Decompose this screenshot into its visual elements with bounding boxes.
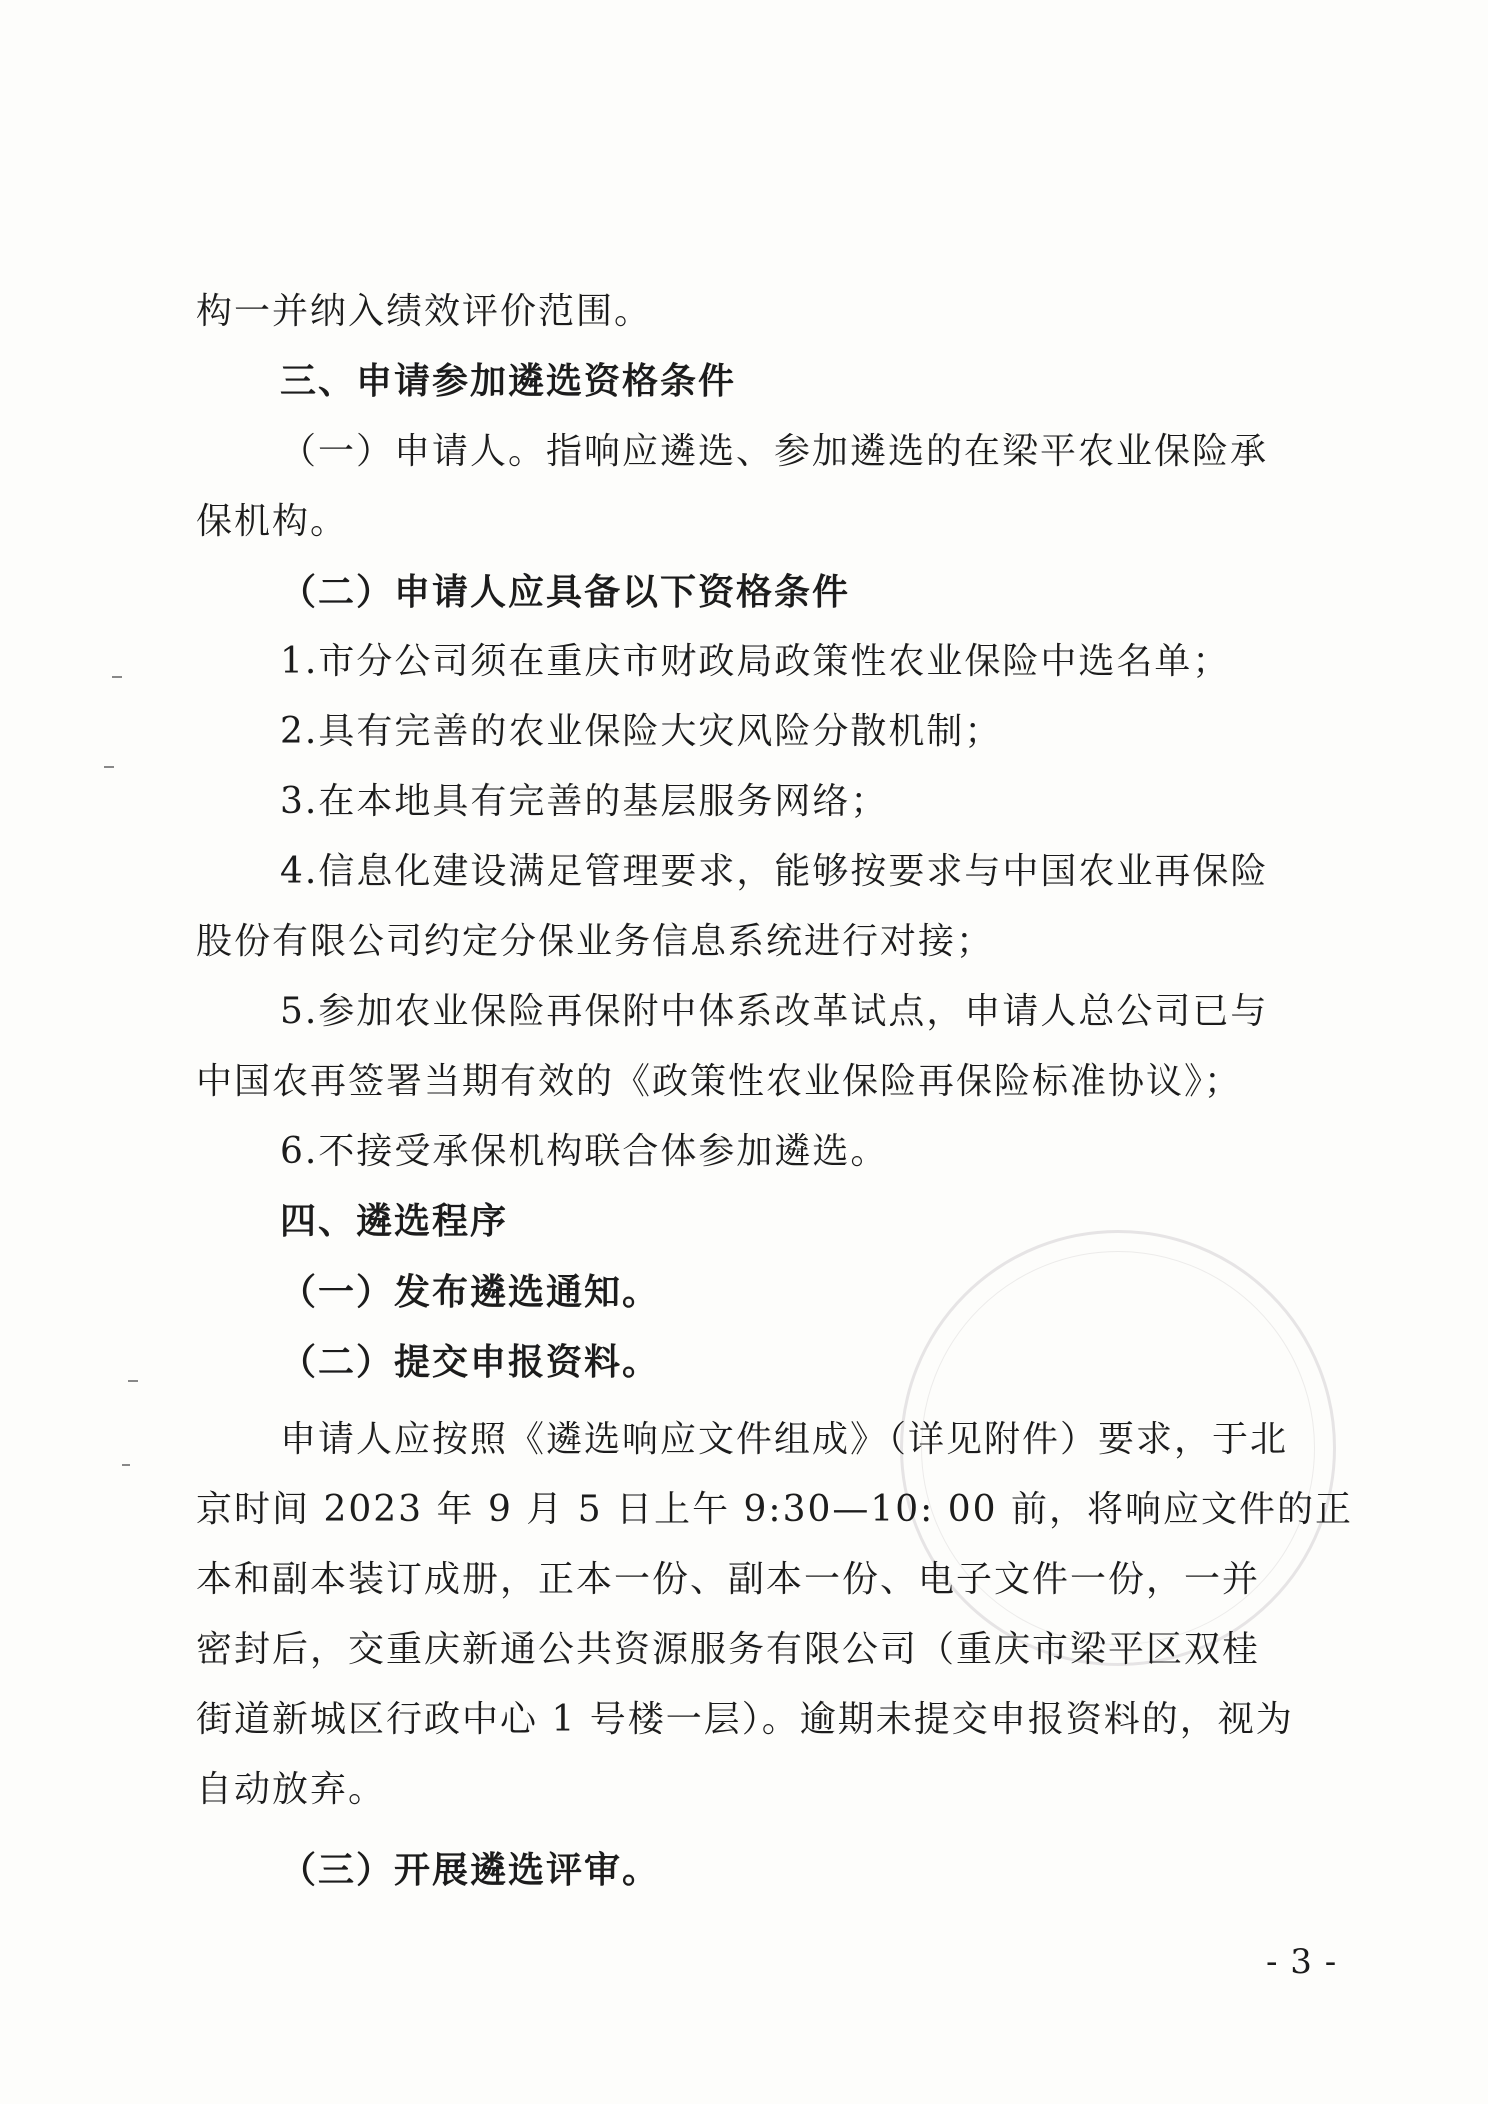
- body-line: 自动放弃。: [196, 1769, 387, 1810]
- scan-mark: [112, 676, 122, 678]
- body-line: 申请人应按照《遴选响应文件组成》（详见附件）要求，于北: [280, 1419, 1289, 1460]
- body-line: 构一并纳入绩效评价范围。: [196, 291, 653, 332]
- subsection-heading: （二）申请人应具备以下资格条件: [280, 571, 851, 613]
- section-heading: 三、申请参加遴选资格条件: [280, 361, 737, 402]
- subsection-heading: （一）发布遴选通知。: [280, 1271, 661, 1313]
- body-line: 1.市分公司须在重庆市财政局政策性农业保险中选名单；: [280, 641, 1231, 682]
- body-line: 6.不接受承保机构联合体参加遴选。: [280, 1131, 889, 1172]
- scan-mark: [104, 766, 114, 768]
- body-line: 3.在本地具有完善的基层服务网络；: [280, 781, 889, 822]
- section-heading: 四、遴选程序: [280, 1201, 509, 1242]
- scan-mark: [128, 1380, 138, 1382]
- body-line: 京时间 2023 年 9 月 5 日上午 9:30—10: 00 前，将响应文件的正: [196, 1489, 1354, 1530]
- body-line: 保机构。: [196, 501, 349, 542]
- body-line: 5.参加农业保险再保附中体系改革试点，申请人总公司已与: [280, 991, 1269, 1032]
- body-line: 股份有限公司约定分保业务信息系统进行对接；: [196, 921, 995, 962]
- body-line: 街道新城区行政中心 1 号楼一层）。逾期未提交申报资料的，视为: [196, 1699, 1294, 1740]
- body-line: 密封后，交重庆新通公共资源服务有限公司（重庆市梁平区双桂: [196, 1629, 1261, 1670]
- body-line: 中国农再签署当期有效的《政策性农业保险再保险标准协议》；: [196, 1061, 1243, 1102]
- body-line: 2.具有完善的农业保险大灾风险分散机制；: [280, 711, 1003, 752]
- body-line: 4.信息化建设满足管理要求，能够按要求与中国农业再保险: [280, 851, 1269, 892]
- body-line: 本和副本装订成册，正本一份、副本一份、电子文件一份，一并: [196, 1559, 1261, 1600]
- body-line: （一）申请人。指响应遴选、参加遴选的在梁平农业保险承: [280, 431, 1269, 472]
- scan-mark: [122, 1464, 130, 1466]
- subsection-heading: （三）开展遴选评审。: [280, 1849, 661, 1891]
- subsection-heading: （二）提交申报资料。: [280, 1341, 661, 1383]
- page-number: - 3 -: [1266, 1942, 1338, 1982]
